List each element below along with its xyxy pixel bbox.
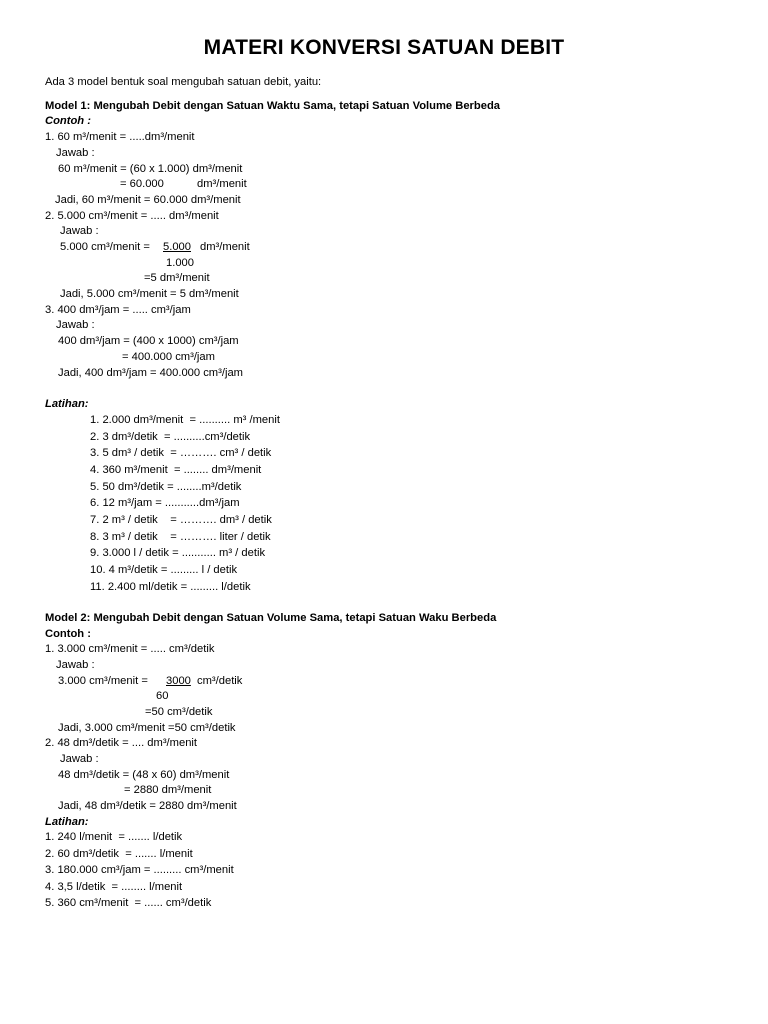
m2-latihan-item: 1. 240 l/menit = ....... l/detik [45,831,183,843]
m1-ex1-step2-unit: dm³/menit [197,178,247,190]
m1-latihan-item: 10. 4 m³/detik = ......... l / detik [90,564,238,576]
m1-ex2-question: 2. 5.000 cm³/menit = ..... dm³/menit [45,210,219,222]
m1-latihan-item: 2. 3 dm³/detik = ..........cm³/detik [90,431,251,443]
m1-ex3-step1: 400 dm³/jam = (400 x 1000) cm³/jam [58,335,239,347]
m1-latihan-item: 3. 5 dm³ / detik = ………. cm³ / detik [90,447,272,459]
m2-ex2-step2: = 2880 dm³/menit [124,784,212,796]
m1-latihan-item: 7. 2 m³ / detik = ………. dm³ / detik [90,514,272,526]
intro-text: Ada 3 model bentuk soal mengubah satuan debit, yaitu: [45,76,322,88]
model1-heading: Model 1: Mengubah Debit dengan Satuan Waktu Sama, tetapi Satuan Volume Berbeda [45,100,501,112]
m1-ex3-jawab: Jawab : [56,319,95,331]
m2-latihan-item: 3. 180.000 cm³/jam = ......... cm³/menit [45,864,234,876]
m2-ex2-step1: 48 dm³/detik = (48 x 60) dm³/menit [58,769,230,781]
m1-ex3-conclusion: Jadi, 400 dm³/jam = 400.000 cm³/jam [58,367,243,379]
model1-contoh-label: Contoh : [45,115,91,127]
m2-ex1-step2: =50 cm³/detik [145,706,213,718]
m1-ex1-step2-value: = 60.000 [120,178,164,190]
m1-ex1-jawab: Jawab : [56,147,95,159]
m1-ex2-step1-unit: dm³/menit [200,241,250,253]
m1-latihan-item: 9. 3.000 l / detik = ........... m³ / detik [90,547,266,559]
m2-latihan-item: 4. 3,5 l/detik = ........ l/menit [45,881,183,893]
m1-latihan-label: Latihan: [45,398,89,410]
m2-ex1-question: 1. 3.000 cm³/menit = ..... cm³/detik [45,643,215,655]
m1-ex2-denominator: 1.000 [166,257,194,269]
m1-ex2-jawab: Jawab : [60,225,99,237]
model2-heading: Model 2: Mengubah Debit dengan Satuan Volume Sama, tetapi Satuan Waku Berbeda [45,612,497,624]
m1-ex1-conclusion: Jadi, 60 m³/menit = 60.000 dm³/menit [55,194,241,206]
m1-ex2-conclusion: Jadi, 5.000 cm³/menit = 5 dm³/menit [60,288,239,300]
m1-ex1-question: 1. 60 m³/menit = .....dm³/menit [45,131,195,143]
m1-latihan-item: 1. 2.000 dm³/menit = .......... m³ /menit [90,414,280,426]
m2-ex1-step1-unit: cm³/detik [197,675,243,687]
m2-ex1-jawab: Jawab : [56,659,95,671]
m2-ex1-numerator: 3000 [166,675,191,687]
m1-ex2-step1-left: 5.000 cm³/menit = [60,241,150,253]
m2-latihan-item: 2. 60 dm³/detik = ....... l/menit [45,848,193,860]
m2-ex1-step1-left: 3.000 cm³/menit = [58,675,148,687]
m2-latihan-label: Latihan: [45,816,89,828]
m1-latihan-item: 5. 50 dm³/detik = ........m³/detik [90,481,242,493]
m2-ex2-conclusion: Jadi, 48 dm³/detik = 2880 dm³/menit [58,800,237,812]
m1-ex2-step2: =5 dm³/menit [144,272,210,284]
m1-latihan-item: 11. 2.400 ml/detik = ......... l/detik [90,581,251,593]
m1-latihan-item: 6. 12 m³/jam = ...........dm³/jam [90,497,240,509]
m1-latihan-item: 8. 3 m³ / detik = ………. liter / detik [90,531,271,543]
page-title: MATERI KONVERSI SATUAN DEBIT [203,36,565,59]
m1-latihan-item: 4. 360 m³/menit = ........ dm³/menit [90,464,262,476]
m2-latihan-item: 5. 360 cm³/menit = ...... cm³/detik [45,897,212,909]
m2-ex1-conclusion: Jadi, 3.000 cm³/menit =50 cm³/detik [58,722,236,734]
m2-ex2-question: 2. 48 dm³/detik = .... dm³/menit [45,737,198,749]
m2-ex1-denominator: 60 [156,690,169,702]
m1-ex1-step1: 60 m³/menit = (60 x 1.000) dm³/menit [58,163,243,175]
m1-ex3-step2: = 400.000 cm³/jam [122,351,215,363]
m1-ex2-numerator: 5.000 [163,241,191,253]
m2-ex2-jawab: Jawab : [60,753,99,765]
model2-contoh-label: Contoh : [45,628,91,640]
m1-ex3-question: 3. 400 dm³/jam = ..... cm³/jam [45,304,191,316]
